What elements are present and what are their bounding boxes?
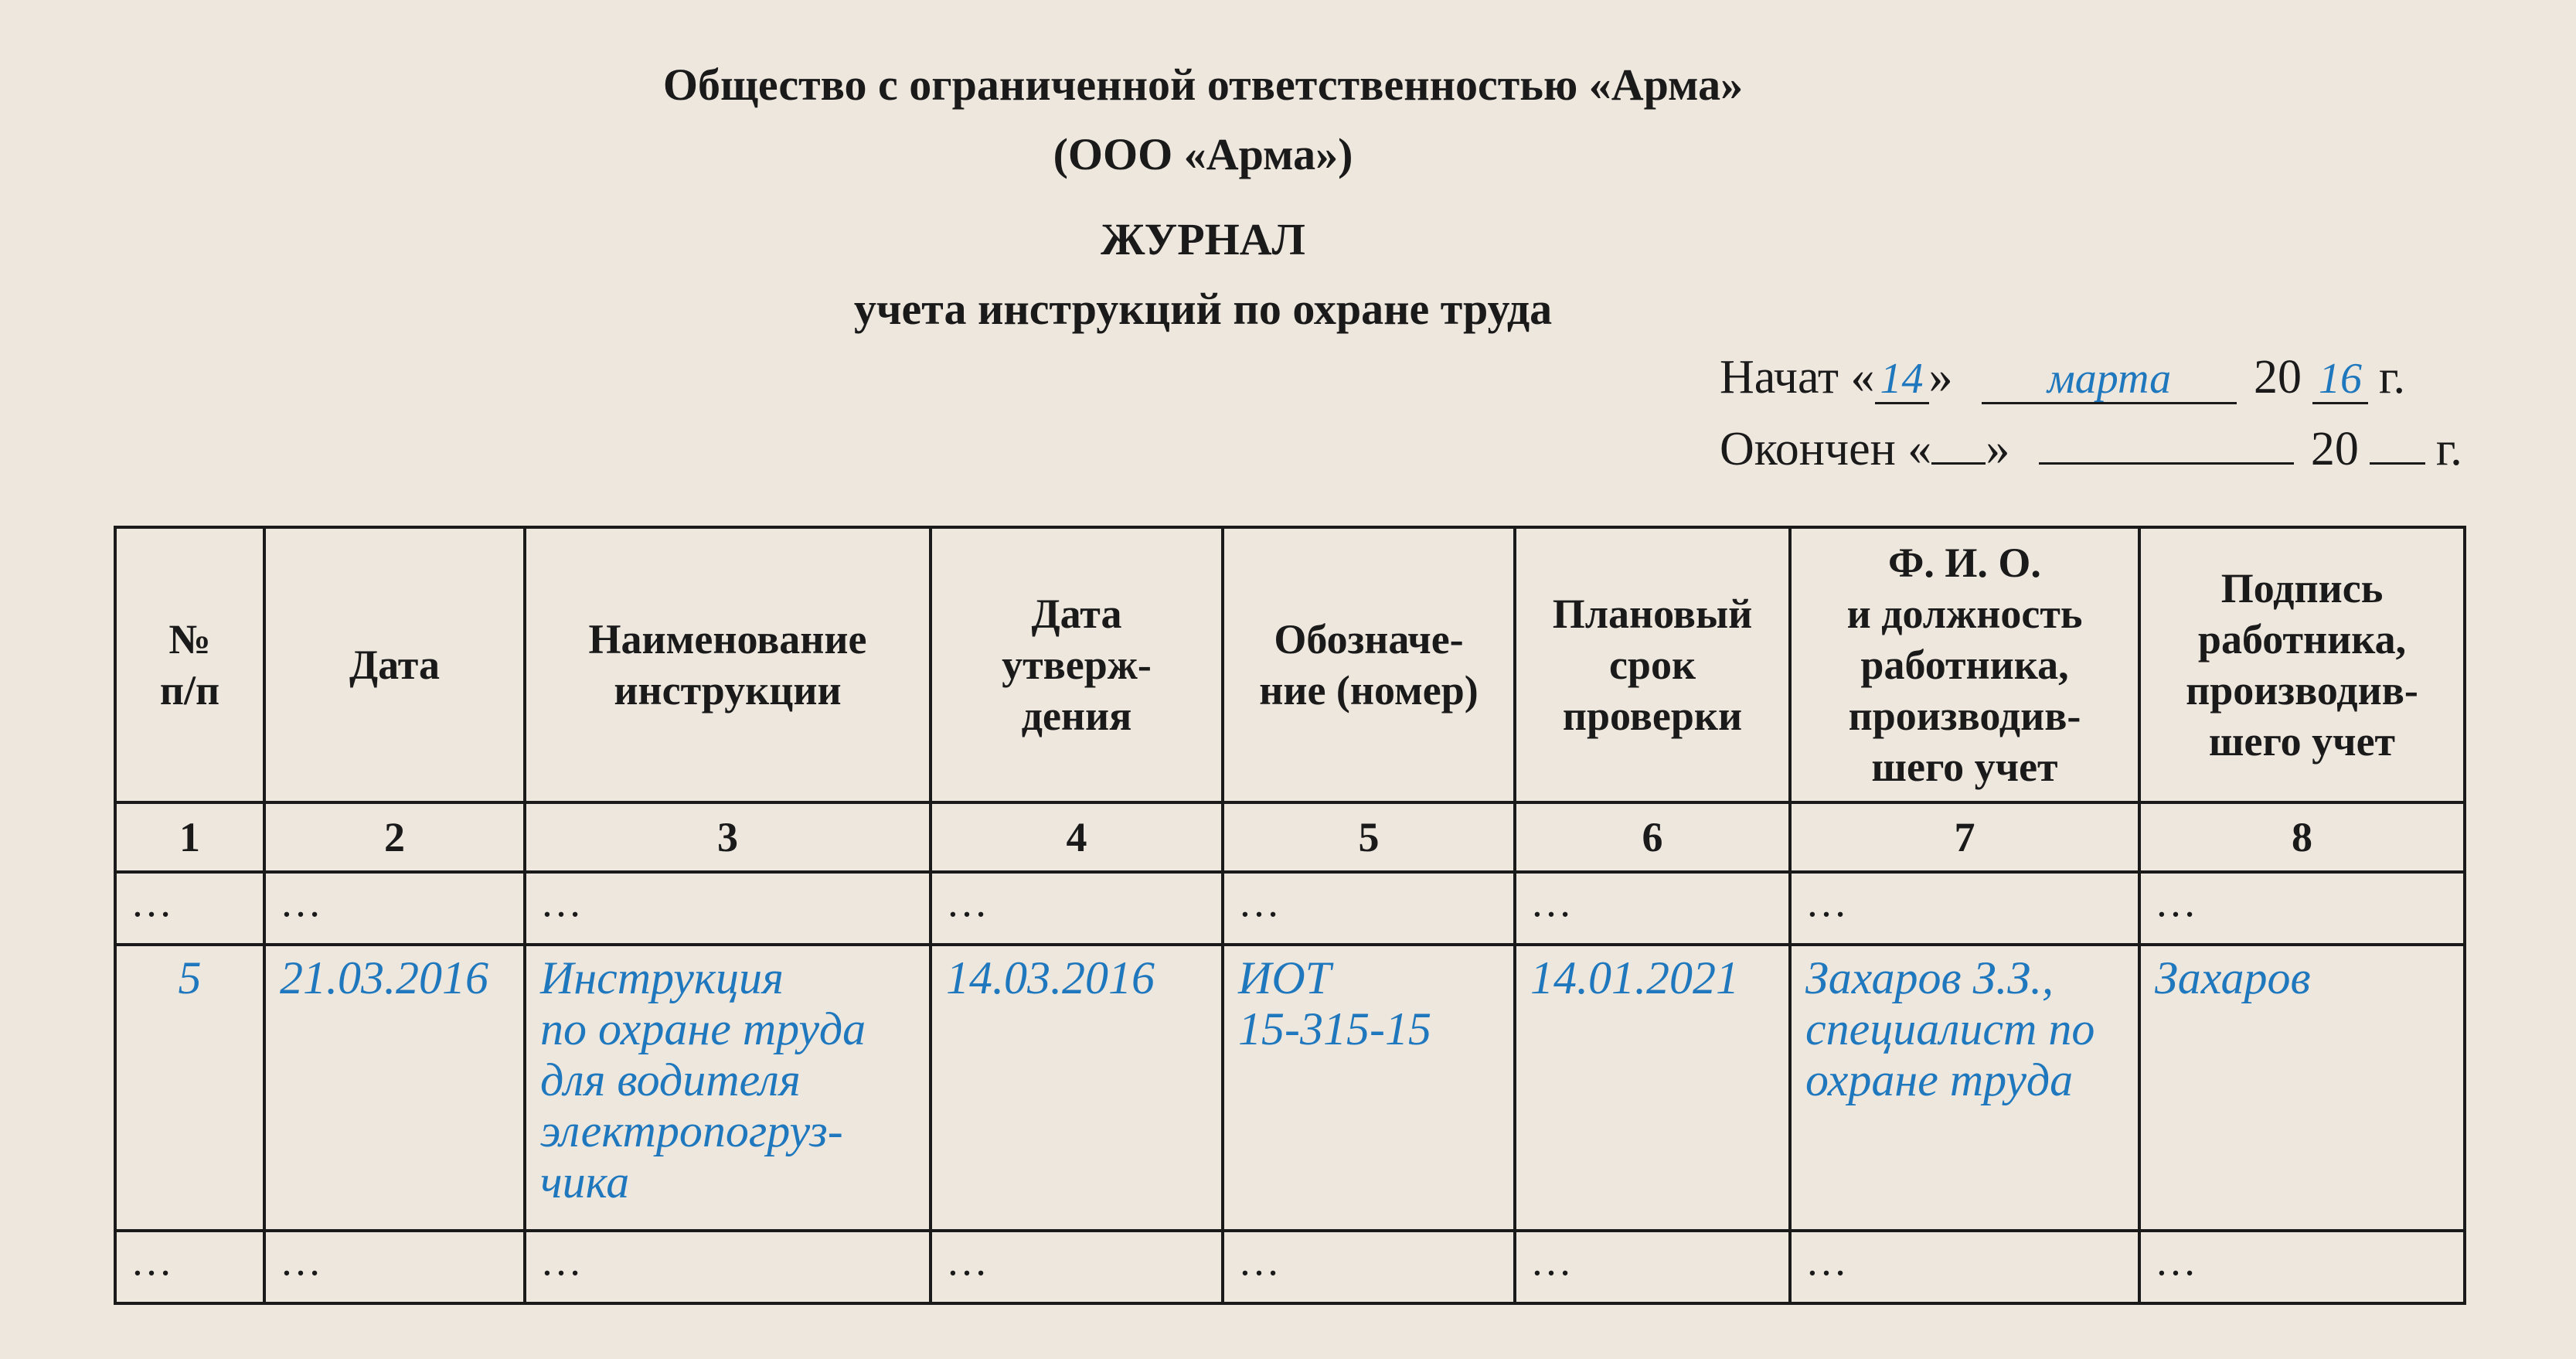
document-subject: учета инструкций по охране труда	[853, 284, 1553, 334]
ellipsis-cell: …	[2139, 1231, 2465, 1303]
start-year-field[interactable]: 16	[2312, 356, 2368, 404]
header-num: № п/п	[115, 527, 264, 802]
entry-date[interactable]: 21.03.2016	[264, 945, 525, 1231]
start-year-suffix: г.	[2379, 351, 2405, 404]
column-number: 6	[1515, 802, 1790, 872]
entry-approval-date[interactable]: 14.03.2016	[931, 945, 1223, 1231]
ellipsis-cell: …	[931, 872, 1223, 945]
ellipsis-cell: …	[525, 872, 931, 945]
header-review-date: Плановый срок проверки	[1515, 527, 1790, 802]
table-row	[115, 945, 2465, 1231]
end-quote-close: »	[1986, 423, 2010, 475]
instructions-journal-table	[114, 526, 2466, 1305]
end-year-prefix: 20	[2310, 423, 2359, 475]
ellipsis-cell: …	[1790, 1231, 2139, 1303]
ellipsis-cell: …	[264, 1231, 525, 1303]
column-number: 8	[2139, 802, 2465, 872]
column-number: 2	[264, 802, 525, 872]
column-number: 1	[115, 802, 264, 872]
document-type: ЖУРНАЛ	[1101, 214, 1305, 264]
header-responsible: Ф. И. О. и должность работника, производив- шего учет	[1790, 527, 2139, 802]
header-date: Дата	[264, 527, 525, 802]
header-designation: Обозначе- ние (номер)	[1223, 527, 1515, 802]
end-month-field[interactable]	[2039, 416, 2294, 465]
column-number: 3	[525, 802, 931, 872]
ellipsis-cell: …	[115, 1231, 264, 1303]
ellipsis-cell: …	[1223, 872, 1515, 945]
ellipsis-cell: …	[931, 1231, 1223, 1303]
start-date-line	[1720, 346, 2405, 408]
start-quote-close: »	[1928, 351, 1953, 404]
column-number-row	[115, 802, 2465, 872]
ellipsis-row-before	[115, 872, 2465, 945]
start-day-field[interactable]: 14	[1875, 356, 1929, 404]
start-month-field[interactable]: марта	[1982, 356, 2237, 404]
start-label: Начат «	[1720, 351, 1875, 404]
ellipsis-cell: …	[525, 1231, 931, 1303]
ellipsis-cell: …	[2139, 872, 2465, 945]
ellipsis-cell: …	[1790, 872, 2139, 945]
header-row	[115, 527, 2465, 802]
header-instruction-name: Наименование инструкции	[525, 527, 931, 802]
entry-num[interactable]: 5	[115, 945, 264, 1231]
end-year-field[interactable]	[2370, 416, 2425, 465]
entry-designation[interactable]: ИОТ 15-315-15	[1223, 945, 1515, 1231]
ellipsis-row-after	[115, 1231, 2465, 1303]
entry-responsible[interactable]: Захаров З.З., специалист по охране труда	[1790, 945, 2139, 1231]
organization-full-name: Общество с ограниченной ответственностью «Арма»	[662, 60, 1744, 110]
ellipsis-cell: …	[1223, 1231, 1515, 1303]
column-number: 4	[931, 802, 1223, 872]
start-year-prefix: 20	[2254, 351, 2302, 404]
ellipsis-cell: …	[264, 872, 525, 945]
header-approval-date: Дата утверж- дения	[931, 527, 1223, 802]
end-year-suffix: г.	[2435, 423, 2462, 475]
ellipsis-cell: …	[1515, 872, 1790, 945]
ellipsis-cell: …	[115, 872, 264, 945]
entry-instruction-name[interactable]: Инструкция по охране труда для водителя электропогруз- чика	[525, 945, 931, 1231]
entry-signature[interactable]: Захаров	[2139, 945, 2465, 1231]
end-date-line	[1720, 416, 2462, 480]
entry-review-date[interactable]: 14.01.2021	[1515, 945, 1790, 1231]
column-number: 5	[1223, 802, 1515, 872]
header-signature: Подпись работника, производив- шего учет	[2139, 527, 2465, 802]
ellipsis-cell: …	[1515, 1231, 1790, 1303]
column-number: 7	[1790, 802, 2139, 872]
end-label: Окончен «	[1720, 423, 1932, 475]
end-day-field[interactable]	[1931, 416, 1986, 465]
organization-short-name: (ООО «Арма»)	[1053, 129, 1353, 179]
